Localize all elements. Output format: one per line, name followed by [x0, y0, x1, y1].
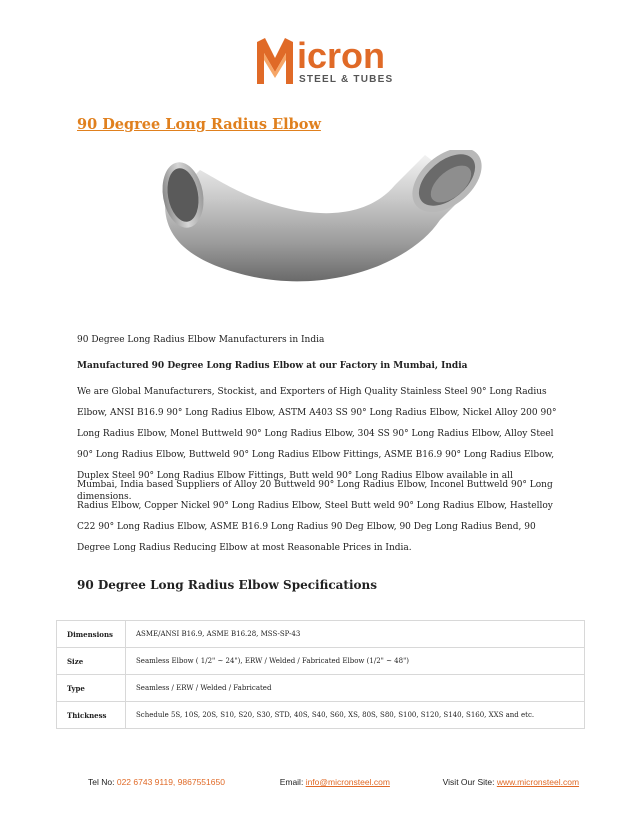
- specifications-title: 90 Degree Long Radius Elbow Specifications: [77, 578, 377, 592]
- spec-label: Size: [57, 648, 126, 675]
- intro-line: 90 Degree Long Radius Elbow Manufacturers in India: [77, 335, 325, 345]
- spec-value: Seamless Elbow ( 1/2" ~ 24"), ERW / Welded / Fabricated Elbow (1/2" ~ 48"): [126, 648, 585, 675]
- table-row: [57, 675, 585, 702]
- brand-name: icron: [297, 35, 386, 76]
- spec-value: Schedule 5S, 10S, 20S, S10, S20, S30, STD, 40S, S40, S60, XS, 80S, S80, S100, S120, S140, S160, XXS and etc.: [126, 702, 585, 729]
- spec-label: Dimensions: [57, 621, 126, 648]
- site-label: Visit Our Site:: [442, 777, 495, 787]
- email-link[interactable]: info@micronsteel.com: [305, 777, 390, 787]
- table-row: [57, 702, 585, 729]
- spec-label: Thickness: [57, 702, 126, 729]
- brand-tagline: STEEL & TUBES: [299, 74, 394, 85]
- spec-label: Type: [57, 675, 126, 702]
- suppliers-paragraph: Mumbai, India based Suppliers of Alloy 20 Buttweld 90° Long Radius Elbow, Inconel Buttweld 90° Long Radius Elbow, Copper Nickel 90° Long Radius Elbow, Steel Butt weld 90° Long Radius Elbow, Hastelloy C22 90° Long Radius Elbow, ASME B16.9 Long Radius 90 Deg Elbow, 90 Deg Long Radius Bend, 90 Degree Long Radius Reducing Elbow at most Reasonable Prices in India.: [77, 480, 553, 553]
- tel-numbers: 022 6743 9119, 9867551650: [116, 777, 225, 787]
- spec-value: Seamless / ERW / Welded / Fabricated: [126, 675, 585, 702]
- elbow-product-image: [155, 150, 485, 300]
- website-link[interactable]: www.micronsteel.com: [496, 777, 580, 787]
- manufacturers-paragraph: We are Global Manufacturers, Stockist, and Exporters of High Quality Stainless Steel 90° Long Radius Elbow, ANSI B16.9 90° Long Radius Elbow, ASTM A403 SS 90° Long Radius Elbow, Nickel Alloy 200 90° Long Radius Elbow, Monel Buttweld 90° Long Radius Elbow, 304 SS 90° Long Radius Elbow, Alloy Steel 90° Long Radius Elbow, Buttweld 90° Long Radius Elbow Fittings, ASME B16.9 90° Long Radius Elbow, Duplex Steel 90° Long Radius Elbow Fittings, Butt weld 90° Long Radius Elbow available in all dimensions.: [77, 387, 557, 502]
- factory-heading: Manufactured 90 Degree Long Radius Elbow at our Factory in Mumbai, India: [77, 361, 468, 371]
- table-row: [57, 621, 585, 648]
- micron-logo: [255, 36, 395, 88]
- table-row: [57, 648, 585, 675]
- specifications-table: [56, 620, 585, 729]
- email-label: Email:: [279, 777, 304, 787]
- footer: [88, 777, 579, 787]
- tel-label: Tel No:: [88, 777, 115, 787]
- page-title[interactable]: 90 Degree Long Radius Elbow: [77, 116, 321, 133]
- spec-value: ASME/ANSI B16.9, ASME B16.28, MSS-SP-43: [126, 621, 585, 648]
- micron-m-logo-icon: [255, 36, 295, 86]
